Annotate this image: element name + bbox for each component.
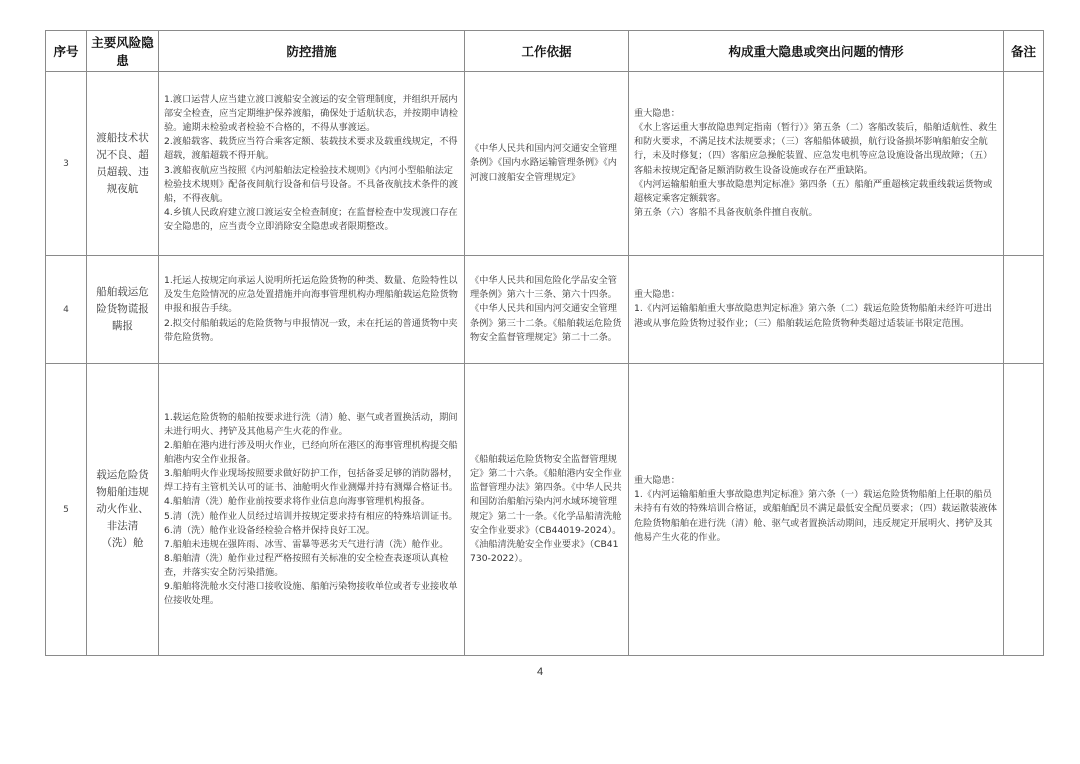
situation-item: 重大隐患： [634,475,680,487]
header-situation: 构成重大隐患或突出问题的情形 [629,31,1004,72]
basis-cell: 《中华人民共和国危险化学品安全管理条例》第六十三条、第六十四条。《中华人民共和国内河交通安全管理条例》第三十二条。《船舶载运危险货物安全监督管理规定》第二十二条。 [465,256,629,364]
measure-item: 5.清（洗）舱作业人员经过培训并按规定要求持有相应的特殊培训证书。 [164,510,458,522]
remark-cell [1004,256,1044,364]
table-row [46,364,1044,656]
remark-cell [1004,72,1044,256]
header-measures: 防控措施 [159,31,465,72]
remark-cell [1004,364,1044,656]
risk-control-table [45,30,1044,656]
measure-item: 1.托运人按规定向承运人说明所托运危险货物的种类、数量、危险特性以及发生危险情况的应急处置措施并向海事管理机构办理船舶载运危险货物申报和报告手续。 [164,275,458,315]
situation-cell [629,256,1004,364]
measure-item: 3.渡船夜航应当按照《内河船舶法定检验技术规则》《内河小型船舶法定检验技术规则》配备夜间航行设备和信号设备。不具备夜航技术条件的渡船，不得夜航。 [164,164,458,204]
situation-item: 重大隐患： [634,289,680,301]
measure-item: 7.船舶未违规在强阵雨、冰雪、雷暴等恶劣天气进行清（洗）舱作业。 [164,538,449,550]
measure-item: 8.船舶清（洗）舱作业过程严格按照有关标准的安全检查表逐项认真检查，并落实安全防污染措施。 [164,552,449,578]
situation-item: 《水上客运重大事故隐患判定指南（暂行）》第五条（二）客船改装后，船舶适航性、救生和防火要求，不满足技术法规要求；（三）客船船体破损，航行设备损坏影响船舶安全航行，未及时修复；（四）客船应急操舵装置、应急发电机等应急设施设备出现故障；（五）客船未按规定配备足额消防救生设备设施或存在严重缺陷。 [634,122,997,176]
measure-item: 1.载运危险货物的船舶按要求进行洗（清）舱、驱气或者置换活动，期间未进行明火、拷铲及其他易产生火花的作业。 [164,411,458,437]
basis-cell: 《船舶载运危险货物安全监督管理规定》第二十六条。《船舶港内安全作业监督管理办法》第四条。《中华人民共和国防治船舶污染内河水域环境管理规定》第二十一条。《化学品船清洗舱安全作业要求》（CB44019-2024）。《油船清洗舱安全作业要求》（CB41730-2022）。 [465,364,629,656]
basis-cell: 《中华人民共和国内河交通安全管理条例》《国内水路运输管理条例》《内河渡口渡船安全管理规定》 [465,72,629,256]
situation-item: 1.《内河运输船舶重大事故隐患判定标准》第六条（一）载运危险货物船舶上任职的船员未持有有效的特殊培训合格证，或船舶配员不满足最低安全配员要求；（四）载运散装液体危险货物船舶在进行洗（清）舱、驱气或者置换活动期间，违反规定开展明火、拷铲及其他易产生火花的作业。 [634,489,997,543]
measure-item: 6.清（洗）舱作业设备经检验合格并保持良好工况。 [164,524,375,536]
measure-item: 3.船舶明火作业现场按照要求做好防护工作，包括备妥足够的消防器材，焊工持有主管机关认可的证书、油舱明火作业测爆并持有测爆合格证书。 [164,468,458,494]
hazard-cell: 载运危险货物船舶违规动火作业、非法清（洗）舱 [87,364,159,656]
measure-item: 9.船舶将洗舱水交付港口接收设施、船舶污染物接收单位或者专业接收单位接收处理。 [164,580,458,607]
header-hazard: 主要风险隐患 [87,31,159,72]
situation-cell [629,72,1004,256]
row-number: 4 [46,256,87,364]
measure-item: 4.船舶清（洗）舱作业前按要求将作业信息向海事管理机构报备。 [164,496,431,508]
page-number: 4 [536,666,544,678]
table-header-row [46,31,1044,72]
measure-item: 2.拟交付船舶载运的危险货物与申报情况一致，未在托运的普通货物中夹带危险货物。 [164,317,458,343]
measure-item: 4.乡镇人民政府建立渡口渡运安全检查制度；在监督检查中发现渡口存在安全隐患的，应当责令立即消除安全隐患或者限期整改。 [164,206,458,232]
header-no: 序号 [46,31,87,72]
situation-item: 《内河运输船舶重大事故隐患判定标准》第四条（五）船舶严重超核定载重线载运货物或超核定乘客定额载客。 [634,178,993,204]
hazard-cell: 船舶载运危险货物谎报瞒报 [87,256,159,364]
measure-item: 2.船舶在港内进行涉及明火作业，已经向所在港区的海事管理机构提交船舶港内安全作业报备。 [164,440,458,466]
measure-item: 1.渡口运营人应当建立渡口渡船安全渡运的安全管理制度，并组织开展内部安全检查，应当定期维护保养渡船，确保处于适航状态，并按期申请检验。逾期未检验或者检验不合格的，不得从事渡运。 [164,94,458,134]
measures-cell [159,256,465,364]
table-row [46,256,1044,364]
situation-cell [629,364,1004,656]
row-number: 3 [46,72,87,256]
measures-cell [159,72,465,256]
header-remark: 备注 [1004,31,1044,72]
measures-cell [159,364,465,656]
hazard-cell: 渡船技术状况不良、超员超载、违规夜航 [87,72,159,256]
measure-item: 2.渡船载客、载货应当符合乘客定额、装载技术要求及载重线规定，不得超载，渡船超载不得开航。 [164,136,458,162]
situation-item: 第五条（六）客船不具备夜航条件擅自夜航。 [634,206,818,218]
situation-item: 1.《内河运输船舶重大事故隐患判定标准》第六条（二）载运危险货物船舶未经许可进出港或从事危险货物过驳作业；（三）船舶载运危险货物种类超过适装证书限定范围。 [634,303,992,329]
row-number: 5 [46,364,87,656]
header-basis: 工作依据 [465,31,629,72]
situation-item: 重大隐患： [634,108,680,120]
table-row [46,72,1044,256]
